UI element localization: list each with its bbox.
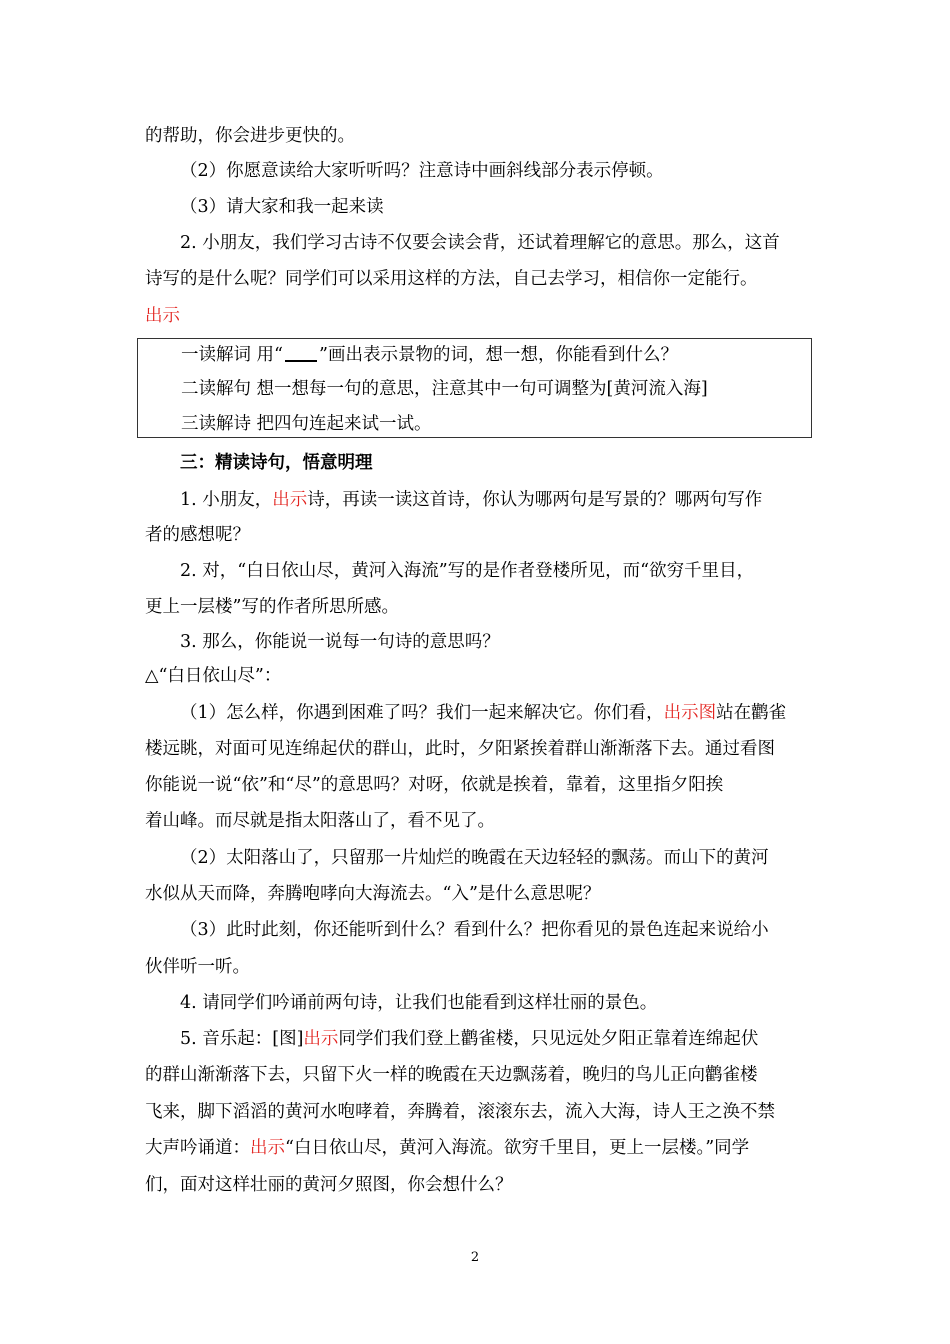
text-line: 伙伴听一听。 bbox=[145, 957, 250, 977]
text-line: 你能说一说“依”和“尽”的意思吗？对呀，依就是挨着，靠着，这里指夕阳挨 bbox=[145, 775, 724, 795]
text-segment: （1）怎么样，你遇到困难了吗？我们一起来解决它。你们看， bbox=[180, 703, 664, 723]
text-line bbox=[0, 700, 950, 726]
show-label: 出示 bbox=[250, 1138, 285, 1158]
text-line: 3. 那么，你能说一说每一句诗的意思吗？ bbox=[180, 632, 500, 652]
box-row-1-rest: ”画出表示景物的词，想一想，你能看到什么？ bbox=[319, 345, 678, 365]
box-row-1 bbox=[1, 342, 950, 368]
reading-steps-box bbox=[137, 338, 812, 438]
text-line: 2. 对，“白日依山尽，黄河入海流”写的是作者登楼所见，而“欲穷千里目， bbox=[180, 561, 755, 581]
text-segment: 站在鹳雀 bbox=[716, 703, 787, 723]
text-line bbox=[0, 487, 950, 513]
text-segment: 大声吟诵道： bbox=[145, 1138, 250, 1158]
show-label: 出示 bbox=[145, 306, 180, 326]
text-line: 的帮助，你会进步更快的。 bbox=[145, 126, 355, 146]
show-label: 出示 bbox=[303, 1029, 339, 1049]
text-line: （2）太阳落山了，只留那一片灿烂的晚霞在天边轻轻的飘荡。而山下的黄河 bbox=[180, 848, 769, 868]
page-number: 2 bbox=[470, 1250, 480, 1265]
text-line: （3）请大家和我一起来读 bbox=[180, 197, 384, 217]
text-line: 者的感想呢？ bbox=[145, 525, 250, 545]
text-line: 着山峰。而尽就是指太阳落山了，看不见了。 bbox=[145, 811, 495, 831]
text-line: 们，面对这样壮丽的黄河夕照图，你会想什么？ bbox=[145, 1175, 513, 1195]
show-label: 出示图 bbox=[663, 703, 717, 723]
box-row-1-text: 一读解词 用“ bbox=[181, 345, 284, 365]
text-segment: 5. 音乐起：[图] bbox=[180, 1029, 304, 1049]
text-line: 诗写的是什么呢？同学们可以采用这样的方法，自己去学习，相信你一定能行。 bbox=[145, 269, 758, 289]
text-segment: 诗，再读一读这首诗，你认为哪两句是写景的？哪两句写作 bbox=[307, 490, 763, 510]
text-line: 4. 请同学们吟诵前两句诗，让我们也能看到这样壮丽的景色。 bbox=[180, 993, 658, 1013]
text-line: 2. 小朋友，我们学习古诗不仅要会读会背，还试着理解它的意思。那么，这首 bbox=[180, 233, 780, 253]
section-heading: 三：精读诗句，悟意明理 bbox=[180, 453, 373, 473]
text-line: （3）此时此刻，你还能听到什么？看到什么？把你看见的景色连起来说给小 bbox=[180, 920, 769, 940]
text-line: （2）你愿意读给大家听听吗？注意诗中画斜线部分表示停顿。 bbox=[180, 161, 664, 181]
show-label: 出示 bbox=[272, 490, 308, 510]
text-segment: 1. 小朋友， bbox=[180, 490, 273, 510]
text-segment: “白日依山尽，黄河入海流。欲穷千里目，更上一层楼。”同学 bbox=[285, 1138, 750, 1158]
text-line: 飞来，脚下滔滔的黄河水咆哮着，奔腾着，滚滚东去，流入大海，诗人王之涣不禁 bbox=[145, 1102, 775, 1122]
text-line: 水似从天而降，奔腾咆哮向大海流去。“入”是什么意思呢？ bbox=[145, 884, 601, 904]
text-line: △“白日依山尽”： bbox=[145, 666, 282, 686]
text-line bbox=[0, 1026, 950, 1052]
text-line bbox=[0, 1135, 950, 1161]
text-line: 楼远眺，对面可见连绵起伏的群山，此时，夕阳紧挨着群山渐渐落下去。通过看图 bbox=[145, 739, 775, 759]
box-row-2: 二读解句 想一想每一句的意思，注意其中一句可调整为[黄河流入海] bbox=[181, 379, 708, 399]
box-row-3: 三读解诗 把四句连起来试一试。 bbox=[181, 414, 432, 434]
text-segment: 同学们我们登上鹳雀楼，只见远处夕阳正靠着连绵起伏 bbox=[338, 1029, 759, 1049]
text-line: 的群山渐渐落下去，只留下火一样的晚霞在天边飘荡着，晚归的鸟儿正向鹳雀楼 bbox=[145, 1065, 758, 1085]
text-line: 更上一层楼”写的作者所思所感。 bbox=[145, 597, 399, 617]
underline-blank bbox=[285, 342, 317, 362]
